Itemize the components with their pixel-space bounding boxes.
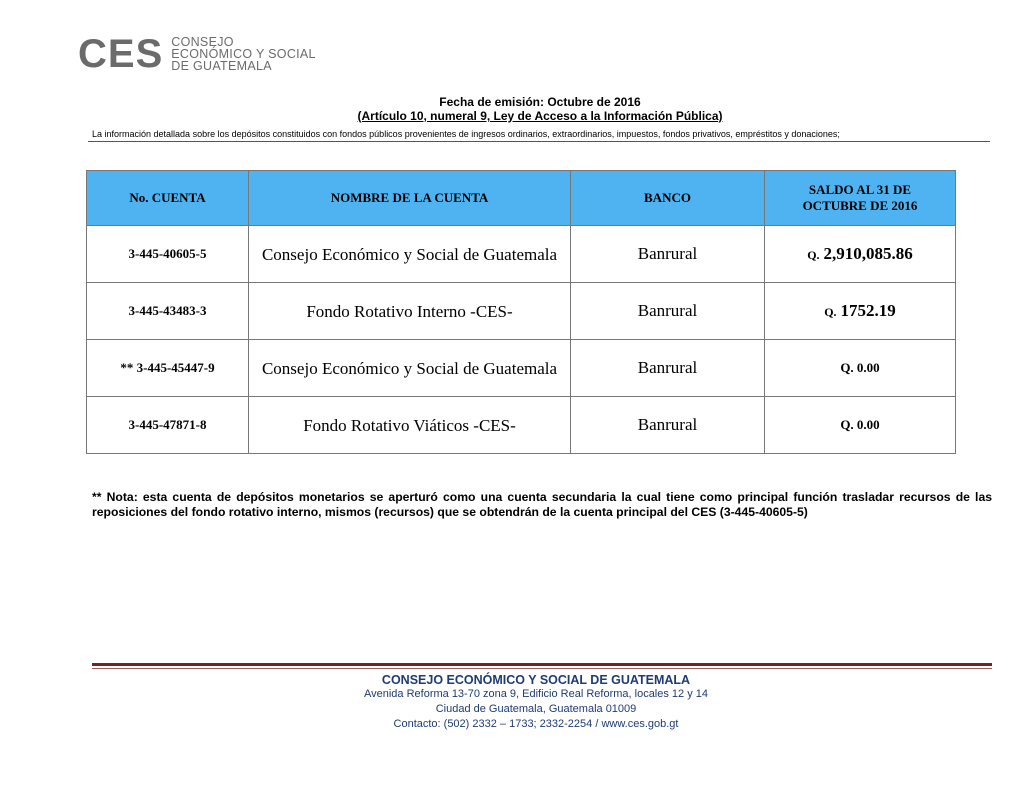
balance-amount: 1752.19 (840, 301, 896, 320)
currency-prefix: Q. (824, 305, 837, 319)
account-name: Consejo Económico y Social de Guatemala (249, 340, 571, 397)
balance-cell (765, 283, 956, 340)
footer-address-2: Ciudad de Guatemala, Guatemala 01009 (435, 703, 637, 715)
balance-amount: Q. 0.00 (765, 340, 956, 397)
currency-prefix: Q. (807, 248, 820, 262)
footer-org-name: CONSEJO ECONÓMICO Y SOCIAL DE GUATEMALA (381, 673, 691, 687)
logo-line-1: CONSEJO (171, 35, 234, 49)
intro-divider (88, 141, 990, 142)
footer-divider-thin (92, 668, 992, 669)
col-header-balance-line-2: OCTUBRE DE 2016 (802, 198, 918, 213)
bank-name: Banrural (571, 340, 765, 397)
col-header-balance (765, 171, 956, 226)
ces-logo (78, 34, 316, 74)
table-header-row (87, 171, 956, 226)
table-row (87, 397, 956, 454)
col-header-account-no: No. CUENTA (87, 171, 249, 226)
balance-cell (765, 226, 956, 283)
table-row (87, 340, 956, 397)
footer-contact: Contacto: (502) 2332 – 1733; 2332-2254 / www.ces.gob.gt (393, 718, 679, 730)
account-name: Fondo Rotativo Interno -CES- (249, 283, 571, 340)
account-number: ** 3-445-45447-9 (87, 340, 249, 397)
balance-amount: 2,910,085.86 (823, 244, 913, 263)
issue-date: Fecha de emisión: Octubre de 2016 (439, 95, 641, 109)
balance-amount: Q. 0.00 (765, 397, 956, 454)
account-number: 3-445-47871-8 (87, 397, 249, 454)
footer-divider (92, 663, 992, 666)
col-header-account-name: NOMBRE DE LA CUENTA (249, 171, 571, 226)
intro-text: La información detallada sobre los depósitos constituidos con fondos públicos provenientes de ingresos ordinarios, extraordinarios, impuestos, fondos privativos, empréstitos y donaciones; (92, 129, 840, 139)
account-name: Consejo Económico y Social de Guatemala (249, 226, 571, 283)
logo-mark: CES (78, 32, 164, 76)
bank-name: Banrural (571, 283, 765, 340)
account-number: 3-445-40605-5 (87, 226, 249, 283)
table-row (87, 226, 956, 283)
col-header-bank: BANCO (571, 171, 765, 226)
bank-name: Banrural (571, 397, 765, 454)
footnote: ** Nota: esta cuenta de depósitos monetarios se aperturó como una cuenta secundaria la cual tiene como principal función trasladar recursos de las reposiciones del fondo rotativo interno, mismos (recursos) que se obtendrán de la cuenta principal del CES (3-445-40605-5) (92, 490, 992, 519)
table-row (87, 283, 956, 340)
logo-text (171, 36, 316, 72)
legal-reference: (Artículo 10, numeral 9, Ley de Acceso a la Información Pública) (357, 109, 723, 123)
account-name: Fondo Rotativo Viáticos -CES- (249, 397, 571, 454)
logo-line-3: DE GUATEMALA (171, 59, 272, 73)
accounts-table (86, 170, 956, 454)
footer-address-1: Avenida Reforma 13-70 zona 9, Edificio Real Reforma, locales 12 y 14 (363, 688, 709, 700)
bank-name: Banrural (571, 226, 765, 283)
account-number: 3-445-43483-3 (87, 283, 249, 340)
col-header-balance-line-1: SALDO AL 31 DE (808, 182, 912, 197)
logo-line-2: ECONÓMICO Y SOCIAL (171, 47, 316, 61)
